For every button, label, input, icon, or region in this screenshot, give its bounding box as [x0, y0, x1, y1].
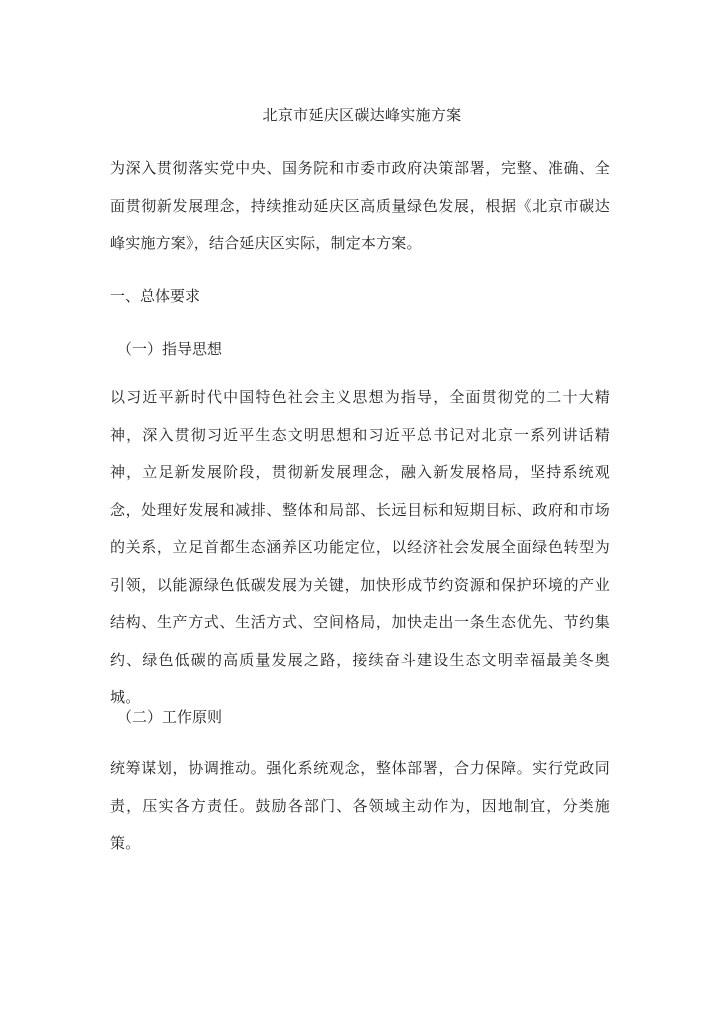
guiding-ideology-paragraph: 以习近平新时代中国特色社会主义思想为指导，全面贯彻党的二十大精神，深入贯彻习近平生态文明思想和习近平总书记对北京一系列讲话精神，立足新发展阶段，贯彻新发展理念，融入新发展格局，坚持系统观念，处理好发展和减排、整体和局部、长远目标和短期目标、政府和市场的关系，立足首都生态涵养区功能定位，以经济社会发展全面绿色转型为引领，以能源绿色低碳发展为关键，加快形成节约资源和保护环境的产业结构、生产方式、生活方式、空间格局，加快走出一条生态优先、节约集约、绿色低碳的高质量发展之路，接续奋斗建设生态文明幸福最美冬奥城。	[110, 388, 610, 706]
working-principles-paragraph: 统筹谋划，协调推动。强化系统观念，整体部署，合力保障。实行党政同责，压实各方责任。鼓励各部门、各领域主动作为，因地制宜，分类施策。	[110, 759, 610, 852]
section-heading-general-requirements: 一、总体要求	[110, 287, 201, 305]
intro-paragraph: 为深入贯彻落实党中央、国务院和市委市政府决策部署，完整、准确、全面贯彻新发展理念，持续推动延庆区高质量绿色发展，根据《北京市碳达峰实施方案》，结合延庆区实际，制定本方案。	[110, 159, 610, 252]
subsection-heading-working-principles: （二）工作原则	[117, 708, 223, 726]
document-title: 北京市延庆区碳达峰实施方案	[262, 106, 462, 124]
subsection-heading-guiding-ideology: （一）指导思想	[117, 340, 223, 358]
